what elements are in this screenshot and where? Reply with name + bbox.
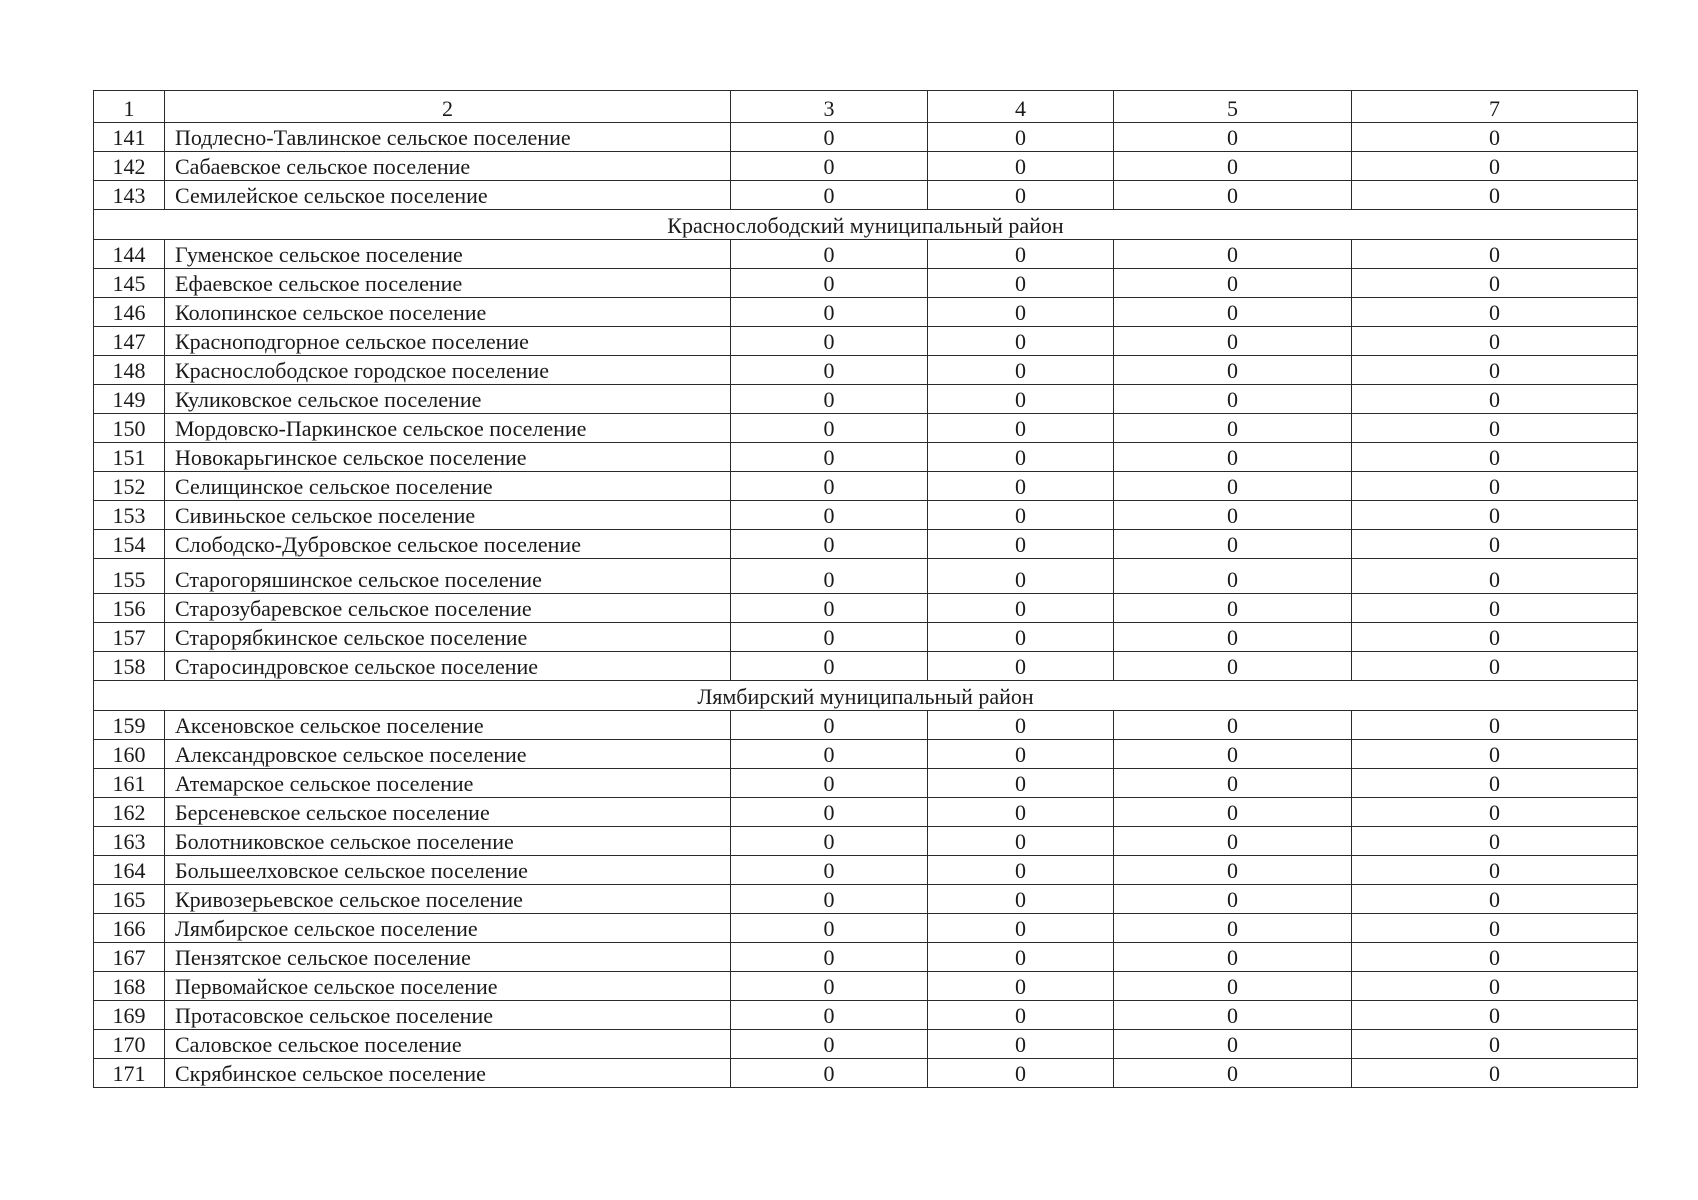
value-col-5: 0 [1114, 769, 1352, 798]
table-row [94, 530, 1638, 559]
value-col-5: 0 [1114, 123, 1352, 152]
value-col-7: 0 [1352, 414, 1638, 443]
table-row [94, 123, 1638, 152]
table-row [94, 1059, 1638, 1088]
value-col-4: 0 [928, 356, 1114, 385]
settlement-name: Лямбирское сельское поселение [165, 914, 731, 943]
section-row [94, 210, 1638, 240]
table-row [94, 711, 1638, 740]
value-col-3: 0 [731, 914, 928, 943]
value-col-5: 0 [1114, 1030, 1352, 1059]
value-col-3: 0 [731, 769, 928, 798]
value-col-7: 0 [1352, 530, 1638, 559]
value-col-7: 0 [1352, 914, 1638, 943]
table-row [94, 652, 1638, 681]
row-number: 157 [94, 623, 165, 652]
settlement-name: Подлесно-Тавлинское сельское поселение [165, 123, 731, 152]
table-row [94, 914, 1638, 943]
value-col-3: 0 [731, 530, 928, 559]
value-col-4: 0 [928, 594, 1114, 623]
value-col-7: 0 [1352, 559, 1638, 594]
value-col-7: 0 [1352, 123, 1638, 152]
settlement-name: Пензятское сельское поселение [165, 943, 731, 972]
table-row [94, 1001, 1638, 1030]
settlement-name: Селищинское сельское поселение [165, 472, 731, 501]
table-row [94, 298, 1638, 327]
settlement-name: Красноподгорное сельское поселение [165, 327, 731, 356]
value-col-5: 0 [1114, 914, 1352, 943]
table-row [94, 472, 1638, 501]
table-row [94, 769, 1638, 798]
value-col-5: 0 [1114, 652, 1352, 681]
table-row [94, 1030, 1638, 1059]
settlement-name: Колопинское сельское поселение [165, 298, 731, 327]
table-row [94, 798, 1638, 827]
value-col-3: 0 [731, 298, 928, 327]
settlement-name: Александровское сельское поселение [165, 740, 731, 769]
column-header-2: 2 [165, 91, 731, 123]
value-col-5: 0 [1114, 414, 1352, 443]
settlement-name: Сивиньское сельское поселение [165, 501, 731, 530]
row-number: 151 [94, 443, 165, 472]
row-number: 155 [94, 559, 165, 594]
table-row [94, 623, 1638, 652]
value-col-5: 0 [1114, 885, 1352, 914]
value-col-7: 0 [1352, 356, 1638, 385]
table-row [94, 443, 1638, 472]
value-col-5: 0 [1114, 1001, 1352, 1030]
value-col-3: 0 [731, 559, 928, 594]
value-col-4: 0 [928, 559, 1114, 594]
table-row [94, 501, 1638, 530]
value-col-3: 0 [731, 1030, 928, 1059]
row-number: 165 [94, 885, 165, 914]
value-col-5: 0 [1114, 472, 1352, 501]
table-row [94, 356, 1638, 385]
value-col-3: 0 [731, 740, 928, 769]
row-number: 156 [94, 594, 165, 623]
table-row [94, 559, 1638, 594]
value-col-5: 0 [1114, 972, 1352, 1001]
value-col-3: 0 [731, 385, 928, 414]
value-col-4: 0 [928, 1059, 1114, 1088]
table-row [94, 856, 1638, 885]
value-col-7: 0 [1352, 594, 1638, 623]
value-col-4: 0 [928, 530, 1114, 559]
value-col-5: 0 [1114, 240, 1352, 269]
row-number: 141 [94, 123, 165, 152]
row-number: 146 [94, 298, 165, 327]
settlement-name: Кривозерьевское сельское поселение [165, 885, 731, 914]
settlement-name: Скрябинское сельское поселение [165, 1059, 731, 1088]
value-col-3: 0 [731, 240, 928, 269]
table-row [94, 385, 1638, 414]
row-number: 144 [94, 240, 165, 269]
row-number: 167 [94, 943, 165, 972]
value-col-7: 0 [1352, 827, 1638, 856]
settlement-name: Атемарское сельское поселение [165, 769, 731, 798]
settlement-name: Первомайское сельское поселение [165, 972, 731, 1001]
row-number: 149 [94, 385, 165, 414]
row-number: 145 [94, 269, 165, 298]
value-col-4: 0 [928, 152, 1114, 181]
value-col-7: 0 [1352, 769, 1638, 798]
table-row [94, 240, 1638, 269]
column-header-5: 5 [1114, 91, 1352, 123]
row-number: 159 [94, 711, 165, 740]
value-col-3: 0 [731, 327, 928, 356]
settlement-name: Старосиндровское сельское поселение [165, 652, 731, 681]
settlement-name: Сабаевское сельское поселение [165, 152, 731, 181]
value-col-3: 0 [731, 885, 928, 914]
value-col-4: 0 [928, 711, 1114, 740]
section-title: Лямбирский муниципальный район [94, 681, 1638, 711]
table-body [94, 91, 1638, 1088]
value-col-5: 0 [1114, 530, 1352, 559]
column-header-1: 1 [94, 91, 165, 123]
value-col-3: 0 [731, 623, 928, 652]
value-col-5: 0 [1114, 623, 1352, 652]
value-col-5: 0 [1114, 181, 1352, 210]
value-col-3: 0 [731, 652, 928, 681]
value-col-4: 0 [928, 1001, 1114, 1030]
row-number: 152 [94, 472, 165, 501]
value-col-7: 0 [1352, 327, 1638, 356]
value-col-3: 0 [731, 443, 928, 472]
value-col-4: 0 [928, 914, 1114, 943]
value-col-4: 0 [928, 623, 1114, 652]
value-col-5: 0 [1114, 501, 1352, 530]
settlement-name: Аксеновское сельское поселение [165, 711, 731, 740]
value-col-7: 0 [1352, 798, 1638, 827]
row-number: 158 [94, 652, 165, 681]
value-col-4: 0 [928, 443, 1114, 472]
table-row [94, 414, 1638, 443]
row-number: 147 [94, 327, 165, 356]
value-col-7: 0 [1352, 652, 1638, 681]
value-col-7: 0 [1352, 1059, 1638, 1088]
row-number: 164 [94, 856, 165, 885]
value-col-4: 0 [928, 972, 1114, 1001]
value-col-5: 0 [1114, 827, 1352, 856]
value-col-3: 0 [731, 1001, 928, 1030]
column-header-3: 3 [731, 91, 928, 123]
value-col-3: 0 [731, 414, 928, 443]
value-col-7: 0 [1352, 943, 1638, 972]
settlement-name: Берсеневское сельское поселение [165, 798, 731, 827]
value-col-3: 0 [731, 856, 928, 885]
value-col-3: 0 [731, 501, 928, 530]
settlement-name: Саловское сельское поселение [165, 1030, 731, 1059]
value-col-5: 0 [1114, 356, 1352, 385]
settlement-name: Гуменское сельское поселение [165, 240, 731, 269]
settlement-name: Краснослободское городское поселение [165, 356, 731, 385]
section-title: Краснослободский муниципальный район [94, 210, 1638, 240]
value-col-7: 0 [1352, 1030, 1638, 1059]
value-col-4: 0 [928, 414, 1114, 443]
value-col-4: 0 [928, 798, 1114, 827]
value-col-4: 0 [928, 472, 1114, 501]
value-col-4: 0 [928, 269, 1114, 298]
value-col-4: 0 [928, 501, 1114, 530]
value-col-5: 0 [1114, 711, 1352, 740]
value-col-7: 0 [1352, 443, 1638, 472]
value-col-4: 0 [928, 385, 1114, 414]
value-col-3: 0 [731, 1059, 928, 1088]
value-col-5: 0 [1114, 443, 1352, 472]
value-col-5: 0 [1114, 594, 1352, 623]
value-col-7: 0 [1352, 298, 1638, 327]
value-col-7: 0 [1352, 501, 1638, 530]
value-col-5: 0 [1114, 327, 1352, 356]
table-row [94, 827, 1638, 856]
table-row [94, 269, 1638, 298]
value-col-5: 0 [1114, 856, 1352, 885]
value-col-5: 0 [1114, 740, 1352, 769]
row-number: 142 [94, 152, 165, 181]
value-col-7: 0 [1352, 152, 1638, 181]
value-col-7: 0 [1352, 472, 1638, 501]
settlement-name: Слободско-Дубровское сельское поселение [165, 530, 731, 559]
value-col-3: 0 [731, 798, 928, 827]
settlement-name: Старорябкинское сельское поселение [165, 623, 731, 652]
settlement-name: Большеелховское сельское поселение [165, 856, 731, 885]
table-row [94, 972, 1638, 1001]
row-number: 169 [94, 1001, 165, 1030]
row-number: 143 [94, 181, 165, 210]
column-header-7: 7 [1352, 91, 1638, 123]
value-col-7: 0 [1352, 623, 1638, 652]
value-col-4: 0 [928, 327, 1114, 356]
row-number: 171 [94, 1059, 165, 1088]
column-header-4: 4 [928, 91, 1114, 123]
value-col-3: 0 [731, 356, 928, 385]
table-row [94, 740, 1638, 769]
value-col-5: 0 [1114, 152, 1352, 181]
value-col-4: 0 [928, 740, 1114, 769]
settlement-name: Старозубаревское сельское поселение [165, 594, 731, 623]
value-col-5: 0 [1114, 385, 1352, 414]
row-number: 154 [94, 530, 165, 559]
value-col-3: 0 [731, 827, 928, 856]
value-col-5: 0 [1114, 269, 1352, 298]
row-number: 150 [94, 414, 165, 443]
settlement-name: Новокарьгинское сельское поселение [165, 443, 731, 472]
value-col-4: 0 [928, 240, 1114, 269]
row-number: 161 [94, 769, 165, 798]
value-col-3: 0 [731, 269, 928, 298]
table-row [94, 181, 1638, 210]
table-row [94, 594, 1638, 623]
value-col-4: 0 [928, 885, 1114, 914]
value-col-3: 0 [731, 123, 928, 152]
value-col-7: 0 [1352, 972, 1638, 1001]
settlement-name: Семилейское сельское поселение [165, 181, 731, 210]
data-table [93, 90, 1638, 1088]
value-col-7: 0 [1352, 385, 1638, 414]
value-col-3: 0 [731, 711, 928, 740]
value-col-4: 0 [928, 827, 1114, 856]
row-number: 148 [94, 356, 165, 385]
value-col-3: 0 [731, 152, 928, 181]
table-row [94, 152, 1638, 181]
value-col-4: 0 [928, 856, 1114, 885]
row-number: 168 [94, 972, 165, 1001]
table-row [94, 943, 1638, 972]
row-number: 163 [94, 827, 165, 856]
settlement-name: Ефаевское сельское поселение [165, 269, 731, 298]
header-row [94, 91, 1638, 123]
value-col-5: 0 [1114, 943, 1352, 972]
row-number: 160 [94, 740, 165, 769]
value-col-4: 0 [928, 769, 1114, 798]
value-col-4: 0 [928, 123, 1114, 152]
row-number: 153 [94, 501, 165, 530]
settlement-name: Болотниковское сельское поселение [165, 827, 731, 856]
value-col-7: 0 [1352, 181, 1638, 210]
value-col-4: 0 [928, 652, 1114, 681]
value-col-7: 0 [1352, 269, 1638, 298]
row-number: 166 [94, 914, 165, 943]
settlement-name: Мордовско-Паркинское сельское поселение [165, 414, 731, 443]
value-col-4: 0 [928, 943, 1114, 972]
value-col-7: 0 [1352, 240, 1638, 269]
value-col-4: 0 [928, 298, 1114, 327]
settlement-name: Старогоряшинское сельское поселение [165, 559, 731, 594]
value-col-7: 0 [1352, 885, 1638, 914]
value-col-3: 0 [731, 594, 928, 623]
settlement-name: Протасовское сельское поселение [165, 1001, 731, 1030]
table-row [94, 327, 1638, 356]
value-col-5: 0 [1114, 1059, 1352, 1088]
row-number: 162 [94, 798, 165, 827]
value-col-4: 0 [928, 1030, 1114, 1059]
value-col-7: 0 [1352, 856, 1638, 885]
value-col-3: 0 [731, 972, 928, 1001]
section-row [94, 681, 1638, 711]
value-col-4: 0 [928, 181, 1114, 210]
value-col-5: 0 [1114, 298, 1352, 327]
value-col-3: 0 [731, 472, 928, 501]
value-col-5: 0 [1114, 559, 1352, 594]
value-col-7: 0 [1352, 1001, 1638, 1030]
settlement-name: Куликовское сельское поселение [165, 385, 731, 414]
table-row [94, 885, 1638, 914]
row-number: 170 [94, 1030, 165, 1059]
value-col-7: 0 [1352, 740, 1638, 769]
value-col-5: 0 [1114, 798, 1352, 827]
value-col-3: 0 [731, 181, 928, 210]
value-col-7: 0 [1352, 711, 1638, 740]
value-col-3: 0 [731, 943, 928, 972]
